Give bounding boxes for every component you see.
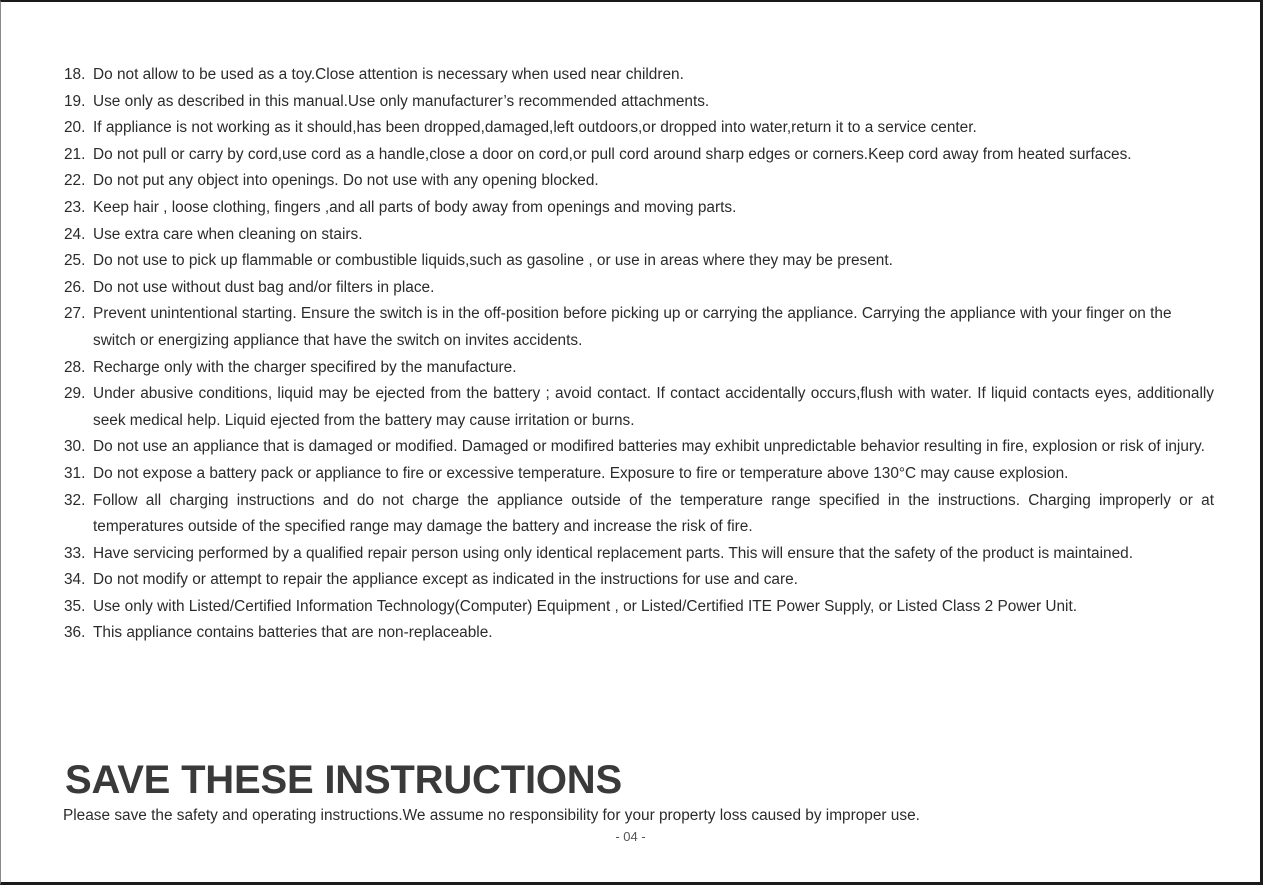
instruction-item-18 — [64, 62, 1214, 89]
instruction-number: 22. — [64, 172, 86, 190]
instruction-item-29 — [64, 381, 1214, 434]
instruction-text: Use only as described in this manual.Use only manufacturer’s recommended attachments. — [93, 92, 710, 110]
instruction-text: If appliance is not working as it should,has been dropped,damaged,left outdoors,or dropped into water,return it to a service center. — [93, 119, 977, 137]
instruction-item-21 — [64, 142, 1214, 169]
instruction-item-24 — [64, 222, 1214, 249]
instruction-item-30 — [64, 434, 1214, 461]
instruction-number: 30. — [64, 438, 86, 456]
instruction-item-36 — [64, 620, 1214, 647]
instruction-text: Follow all charging instructions and do not charge the appliance outside of the temperature range specified in the instructions. Charging improperly or at temperatures outside of the specified range may damage the battery and increase the risk of fire. — [93, 491, 1214, 536]
save-instructions-note: Please save the safety and operating instructions.We assume no responsibility for your property loss caused by improper use. — [63, 807, 920, 824]
instruction-item-34 — [64, 567, 1214, 594]
instruction-number: 18. — [64, 66, 86, 83]
instruction-number: 34. — [64, 571, 86, 589]
instruction-number: 36. — [64, 624, 86, 642]
instruction-number: 23. — [64, 198, 86, 216]
instruction-text: Do not use to pick up flammable or combustible liquids,such as gasoline , or use in areas where they may be present. — [93, 252, 893, 270]
instruction-item-19 — [64, 89, 1214, 116]
instruction-item-32 — [64, 488, 1214, 541]
instruction-text: Use extra care when cleaning on stairs. — [93, 225, 363, 243]
instruction-number: 27. — [64, 305, 86, 323]
instruction-item-27 — [64, 301, 1214, 354]
instruction-text: Do not allow to be used as a toy.Close attention is necessary when used near children. — [93, 66, 684, 83]
instruction-number: 26. — [64, 278, 86, 296]
instruction-item-25 — [64, 248, 1214, 275]
instruction-text: Recharge only with the charger specifired by the manufacture. — [93, 358, 517, 376]
instruction-text: Do not use without dust bag and/or filters in place. — [93, 278, 435, 296]
instruction-item-35 — [64, 594, 1214, 621]
instruction-number: 29. — [64, 385, 86, 403]
instruction-text: Prevent unintentional starting. Ensure the switch is in the off-position before picking up or carrying the appliance. Carrying the appliance with your finger on the switch or energizing appliance that have the switch on invites accidents. — [93, 305, 1172, 349]
save-instructions-heading: SAVE THESE INSTRUCTIONS — [65, 758, 622, 802]
instruction-number: 21. — [64, 145, 86, 163]
instruction-text: Have servicing performed by a qualified repair person using only identical replacement parts. This will ensure that the safety of the product is maintained. — [93, 544, 1133, 562]
instruction-text: Do not expose a battery pack or appliance to fire or excessive temperature. Exposure to fire or temperature above 130°C may cause explosion. — [93, 464, 1069, 482]
instruction-number: 33. — [64, 544, 86, 562]
instruction-text: Use only with Listed/Certified Information Technology(Computer) Equipment , or Listed/Certified ITE Power Supply, or Listed Class 2 Power Unit. — [93, 597, 1078, 615]
instruction-number: 35. — [64, 597, 86, 615]
instruction-text: Do not modify or attempt to repair the appliance except as indicated in the instructions for use and care. — [93, 571, 798, 589]
instruction-number: 20. — [64, 119, 86, 137]
instruction-item-26 — [64, 275, 1214, 302]
instruction-text: Do not put any object into openings. Do not use with any opening blocked. — [93, 172, 599, 190]
instruction-number: 32. — [64, 491, 86, 509]
instruction-text: Under abusive conditions, liquid may be ejected from the battery ; avoid contact. If contact accidentally occurs,flush with water. If liquid contacts eyes, additionally seek medical help. Liquid ejected from the battery may cause irritation or burns. — [93, 385, 1214, 429]
page-number: - 04 - — [615, 829, 646, 844]
safety-instructions-list — [64, 62, 1214, 647]
instruction-number: 28. — [64, 358, 86, 376]
instruction-text: Keep hair , loose clothing, fingers ,and all parts of body away from openings and moving parts. — [93, 198, 737, 216]
instruction-number: 24. — [64, 225, 86, 243]
instruction-text: Do not use an appliance that is damaged or modified. Damaged or modifired batteries may exhibit unpredictable behavior resulting in fire, explosion or risk of injury. — [93, 438, 1205, 456]
instruction-number: 25. — [64, 252, 86, 270]
instruction-item-20 — [64, 115, 1214, 142]
instruction-item-28 — [64, 355, 1214, 382]
instruction-item-22 — [64, 168, 1214, 195]
instruction-item-31 — [64, 461, 1214, 488]
instruction-item-33 — [64, 541, 1214, 568]
instruction-number: 19. — [64, 92, 86, 110]
instruction-item-23 — [64, 195, 1214, 222]
instruction-text: This appliance contains batteries that are non-replaceable. — [93, 624, 493, 642]
instruction-text: Do not pull or carry by cord,use cord as a handle,close a door on cord,or pull cord around sharp edges or corners.Keep cord away from heated surfaces. — [93, 145, 1132, 163]
instruction-number: 31. — [64, 464, 86, 482]
